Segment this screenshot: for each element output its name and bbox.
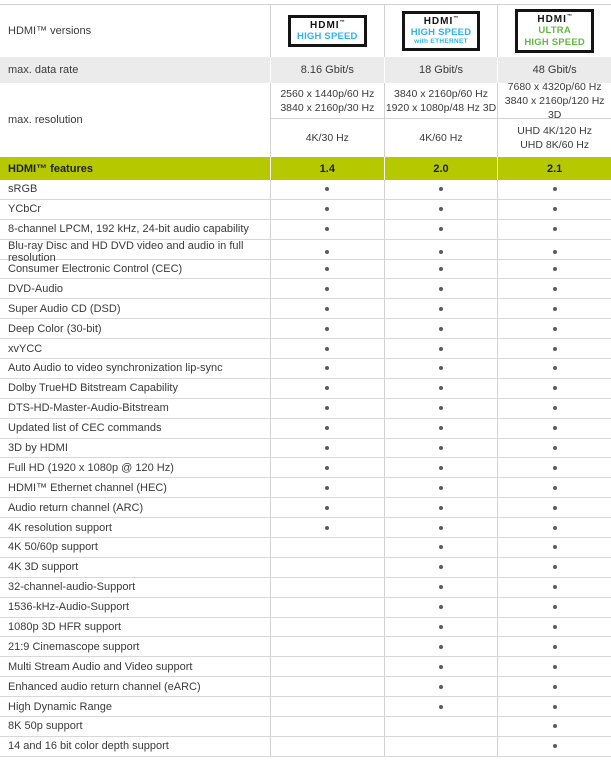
support-dot-icon [325,506,329,510]
feature-cell-hdmi14 [270,339,384,358]
feature-cell-hdmi14 [270,518,384,537]
support-dot-icon [553,406,557,410]
feature-row [0,180,611,200]
feature-row [0,637,611,657]
support-dot-icon [553,267,557,271]
feature-cell-hdmi14 [270,419,384,438]
versions-label: HDMI™ versions [8,25,92,37]
support-dot-icon [439,426,443,430]
feature-cell-hdmi20 [384,279,498,298]
feature-cell-hdmi14 [270,677,384,696]
support-dot-icon [439,347,443,351]
support-dot-icon [439,307,443,311]
feature-cell-hdmi14 [270,598,384,617]
support-dot-icon [439,705,443,709]
feature-label: High Dynamic Range [8,700,112,713]
support-dot-icon [439,605,443,609]
feature-label: 4K 50/60p support [8,541,98,554]
resolution-line: 1920 x 1080p/48 Hz 3D [385,101,497,114]
support-dot-icon [325,347,329,351]
feature-label: Super Audio CD (DSD) [8,302,121,315]
badge-line: ULTRA [538,25,571,37]
resolution-secondary [385,119,498,157]
resolution-line: 2560 x 1440p/60 Hz [280,87,375,100]
feature-label: 1536-kHz-Audio-Support [8,601,130,614]
feature-label: Blu-ray Disc and HD DVD video and audio in full resolution [8,239,244,264]
feature-row [0,697,611,717]
resolution-hdmi14 [270,83,384,157]
resolution-primary [498,80,611,121]
feature-cell-hdmi14 [270,279,384,298]
feature-label: Multi Stream Audio and Video support [8,660,193,673]
features-header-hdmi14: 1.4 [270,157,384,180]
feature-cell-hdmi21 [497,578,611,597]
support-dot-icon [325,406,329,410]
feature-cell-hdmi14 [270,618,384,637]
support-dot-icon [325,287,329,291]
support-dot-icon [553,486,557,490]
support-dot-icon [553,645,557,649]
support-dot-icon [439,466,443,470]
feature-label: 14 and 16 bit color depth support [8,740,169,753]
versions-cell-hdmi14 [270,5,384,57]
support-dot-icon [325,250,329,254]
feature-cell-hdmi14 [270,220,384,239]
support-dot-icon [325,227,329,231]
resolution-line: 4K/30 Hz [305,132,349,144]
support-dot-icon [553,685,557,689]
feature-cell-hdmi21 [497,180,611,199]
feature-row [0,359,611,379]
resolution-line: 3840 x 2160p/30 Hz [280,101,375,114]
feature-row [0,439,611,459]
support-dot-icon [325,466,329,470]
feature-label: 1080p 3D HFR support [8,621,122,634]
support-dot-icon [439,506,443,510]
support-dot-icon [325,386,329,390]
feature-row [0,578,611,598]
support-dot-icon [553,187,557,191]
feature-cell-hdmi20 [384,677,498,696]
feature-cell-hdmi21 [497,299,611,318]
feature-label: xvYCC [8,342,43,355]
support-dot-icon [325,526,329,530]
feature-cell-hdmi14 [270,458,384,477]
feature-cell-hdmi20 [384,260,498,279]
feature-row [0,498,611,518]
versions-cell-hdmi20 [384,5,498,57]
feature-cell-hdmi14 [270,399,384,418]
resolution-line: UHD 4K/120 Hz [517,125,592,137]
support-dot-icon [439,366,443,370]
support-dot-icon [439,526,443,530]
feature-cell-hdmi20 [384,299,498,318]
feature-cell-hdmi21 [497,439,611,458]
feature-cell-hdmi20 [384,637,498,656]
resolution-label: max. resolution [8,114,83,126]
resolution-primary [385,83,498,119]
support-dot-icon [553,426,557,430]
features-header-hdmi21: 2.1 [497,157,611,180]
support-dot-icon [553,250,557,254]
support-dot-icon [325,446,329,450]
support-dot-icon [439,287,443,291]
feature-label: 3D by HDMI [8,442,68,455]
feature-cell-hdmi14 [270,737,384,756]
hdmi-comparison-table [0,4,611,757]
feature-label: DTS-HD-Master-Audio-Bitstream [8,402,169,415]
feature-label: Enhanced audio return channel (eARC) [8,680,201,693]
feature-label: Updated list of CEC commands [8,422,162,435]
feature-cell-hdmi20 [384,399,498,418]
support-dot-icon [553,327,557,331]
feature-cell-hdmi21 [497,399,611,418]
resolution-line: 4K/60 Hz [419,132,463,144]
feature-cell-hdmi21 [497,637,611,656]
feature-cell-hdmi20 [384,498,498,517]
badge-line: with ETHERNET [414,38,468,46]
resolution-line: 3840 x 2160p/60 Hz [393,87,488,100]
feature-row [0,657,611,677]
feature-label: HDMI™ Ethernet channel (HEC) [8,481,167,494]
support-dot-icon [439,585,443,589]
hdmi-logo-icon: HDMI™ [423,15,459,27]
feature-row [0,399,611,419]
feature-row [0,538,611,558]
feature-cell-hdmi14 [270,538,384,557]
support-dot-icon [325,307,329,311]
hdmi-logo-icon: HDMI™ [537,13,572,26]
feature-cell-hdmi21 [497,558,611,577]
resolution-row [0,80,611,157]
hdmi-high-speed-ethernet-badge [402,11,481,51]
feature-cell-hdmi21 [497,279,611,298]
feature-cell-hdmi21 [497,200,611,219]
support-dot-icon [553,347,557,351]
support-dot-icon [439,565,443,569]
feature-cell-hdmi21 [497,717,611,736]
features-header-row [0,157,611,180]
feature-cell-hdmi21 [497,220,611,239]
resolution-secondary [498,119,611,157]
support-dot-icon [553,705,557,709]
feature-cell-hdmi21 [497,498,611,517]
feature-cell-hdmi20 [384,339,498,358]
support-dot-icon [553,565,557,569]
feature-row [0,618,611,638]
hdmi-ultra-high-speed-badge [515,9,594,53]
feature-cell-hdmi20 [384,419,498,438]
feature-cell-hdmi21 [497,697,611,716]
feature-cell-hdmi21 [497,260,611,279]
resolution-primary [271,83,384,119]
feature-label: 4K 3D support [8,561,79,574]
features-body [0,180,611,757]
support-dot-icon [553,366,557,370]
support-dot-icon [325,366,329,370]
feature-cell-hdmi20 [384,598,498,617]
feature-label: Dolby TrueHD Bitstream Capability [8,382,178,395]
badge-line: HIGH SPEED [410,26,472,38]
feature-cell-hdmi21 [497,458,611,477]
support-dot-icon [325,486,329,490]
feature-label: Audio return channel (ARC) [8,501,144,514]
feature-row [0,239,611,264]
feature-cell-hdmi20 [384,478,498,497]
feature-cell-hdmi14 [270,717,384,736]
support-dot-icon [553,506,557,510]
data-rate-hdmi21: 48 Gbit/s [497,57,611,83]
support-dot-icon [553,386,557,390]
feature-cell-hdmi20 [384,379,498,398]
support-dot-icon [439,187,443,191]
support-dot-icon [439,486,443,490]
feature-cell-hdmi20 [384,697,498,716]
feature-cell-hdmi21 [497,598,611,617]
feature-label: sRGB [8,183,38,196]
feature-cell-hdmi20 [384,319,498,338]
feature-cell-hdmi14 [270,578,384,597]
feature-label: 32-channel-audio-Support [8,581,136,594]
feature-row [0,299,611,319]
support-dot-icon [553,744,557,748]
support-dot-icon [439,386,443,390]
support-dot-icon [325,267,329,271]
support-dot-icon [553,585,557,589]
support-dot-icon [439,327,443,331]
resolution-hdmi21 [497,80,611,157]
feature-row [0,737,611,757]
feature-row [0,260,611,280]
feature-cell-hdmi21 [497,379,611,398]
support-dot-icon [553,526,557,530]
feature-cell-hdmi21 [497,359,611,378]
feature-cell-hdmi14 [270,359,384,378]
resolution-secondary [271,119,384,157]
support-dot-icon [553,545,557,549]
support-dot-icon [439,685,443,689]
feature-row [0,220,611,240]
support-dot-icon [553,665,557,669]
feature-cell-hdmi20 [384,200,498,219]
feature-cell-hdmi21 [497,618,611,637]
feature-row [0,379,611,399]
feature-label: YCbCr [8,203,42,216]
support-dot-icon [553,307,557,311]
support-dot-icon [553,446,557,450]
feature-cell-hdmi20 [384,518,498,537]
feature-cell-hdmi21 [497,737,611,756]
feature-cell-hdmi20 [384,657,498,676]
feature-cell-hdmi14 [270,379,384,398]
support-dot-icon [325,187,329,191]
feature-row [0,558,611,578]
support-dot-icon [439,227,443,231]
support-dot-icon [553,605,557,609]
data-rate-label: max. data rate [8,64,79,76]
versions-row [0,5,611,57]
feature-label: Consumer Electronic Control (CEC) [8,263,183,275]
feature-cell-hdmi21 [497,538,611,557]
feature-row [0,319,611,339]
feature-cell-hdmi14 [270,180,384,199]
feature-label: 4K resolution support [8,521,112,534]
support-dot-icon [325,426,329,430]
support-dot-icon [439,267,443,271]
feature-cell-hdmi20 [384,558,498,577]
feature-row [0,200,611,220]
feature-cell-hdmi21 [497,518,611,537]
feature-row [0,518,611,538]
resolution-line: 7680 x 4320p/60 Hz [507,80,602,93]
support-dot-icon [553,287,557,291]
feature-cell-hdmi14 [270,200,384,219]
support-dot-icon [439,625,443,629]
feature-label: 8K 50p support [8,720,83,733]
feature-cell-hdmi21 [497,657,611,676]
feature-row [0,717,611,737]
feature-cell-hdmi14 [270,478,384,497]
feature-cell-hdmi21 [497,319,611,338]
support-dot-icon [325,207,329,211]
support-dot-icon [553,466,557,470]
feature-cell-hdmi20 [384,538,498,557]
support-dot-icon [439,665,443,669]
support-dot-icon [553,227,557,231]
feature-cell-hdmi20 [384,439,498,458]
feature-row [0,339,611,359]
feature-cell-hdmi20 [384,717,498,736]
support-dot-icon [439,207,443,211]
support-dot-icon [553,724,557,728]
feature-cell-hdmi21 [497,339,611,358]
feature-row [0,458,611,478]
feature-label: Full HD (1920 x 1080p @ 120 Hz) [8,461,174,474]
feature-cell-hdmi14 [270,319,384,338]
feature-cell-hdmi14 [270,558,384,577]
support-dot-icon [439,406,443,410]
feature-cell-hdmi21 [497,478,611,497]
feature-row [0,598,611,618]
feature-cell-hdmi21 [497,677,611,696]
feature-cell-hdmi14 [270,439,384,458]
feature-cell-hdmi14 [270,299,384,318]
resolution-line: 3840 x 2160p/120 Hz 3D [504,94,605,121]
feature-cell-hdmi14 [270,637,384,656]
support-dot-icon [553,625,557,629]
feature-cell-hdmi21 [497,419,611,438]
feature-cell-hdmi20 [384,359,498,378]
feature-row [0,419,611,439]
feature-cell-hdmi20 [384,737,498,756]
data-rate-hdmi14: 8.16 Gbit/s [270,57,384,83]
feature-label: Deep Color (30-bit) [8,322,102,335]
support-dot-icon [439,645,443,649]
data-rate-hdmi20: 18 Gbit/s [384,57,498,83]
feature-label: 8-channel LPCM, 192 kHz, 24-bit audio capability [8,223,249,236]
hdmi-high-speed-badge [288,15,367,47]
feature-row [0,677,611,697]
features-header-hdmi20: 2.0 [384,157,498,180]
feature-cell-hdmi14 [270,260,384,279]
versions-cell-hdmi21 [497,5,611,57]
support-dot-icon [439,446,443,450]
feature-row [0,279,611,299]
feature-cell-hdmi20 [384,618,498,637]
feature-cell-hdmi14 [270,498,384,517]
badge-line: HIGH SPEED [524,36,585,48]
feature-label: 21:9 Cinemascope support [8,640,140,653]
feature-cell-hdmi20 [384,220,498,239]
support-dot-icon [553,207,557,211]
resolution-line: UHD 8K/60 Hz [520,139,590,151]
hdmi-logo-icon: HDMI™ [310,19,345,31]
feature-cell-hdmi20 [384,578,498,597]
feature-cell-hdmi14 [270,657,384,676]
features-header-label: HDMI™ features [8,162,93,175]
resolution-hdmi20 [384,83,498,157]
feature-label: DVD-Audio [8,282,64,295]
support-dot-icon [325,327,329,331]
feature-cell-hdmi20 [384,458,498,477]
feature-row [0,478,611,498]
feature-label: Auto Audio to video synchronization lip-sync [8,362,223,375]
support-dot-icon [439,545,443,549]
support-dot-icon [439,250,443,254]
feature-cell-hdmi14 [270,697,384,716]
feature-cell-hdmi20 [384,180,498,199]
badge-line: HIGH SPEED [297,30,358,42]
